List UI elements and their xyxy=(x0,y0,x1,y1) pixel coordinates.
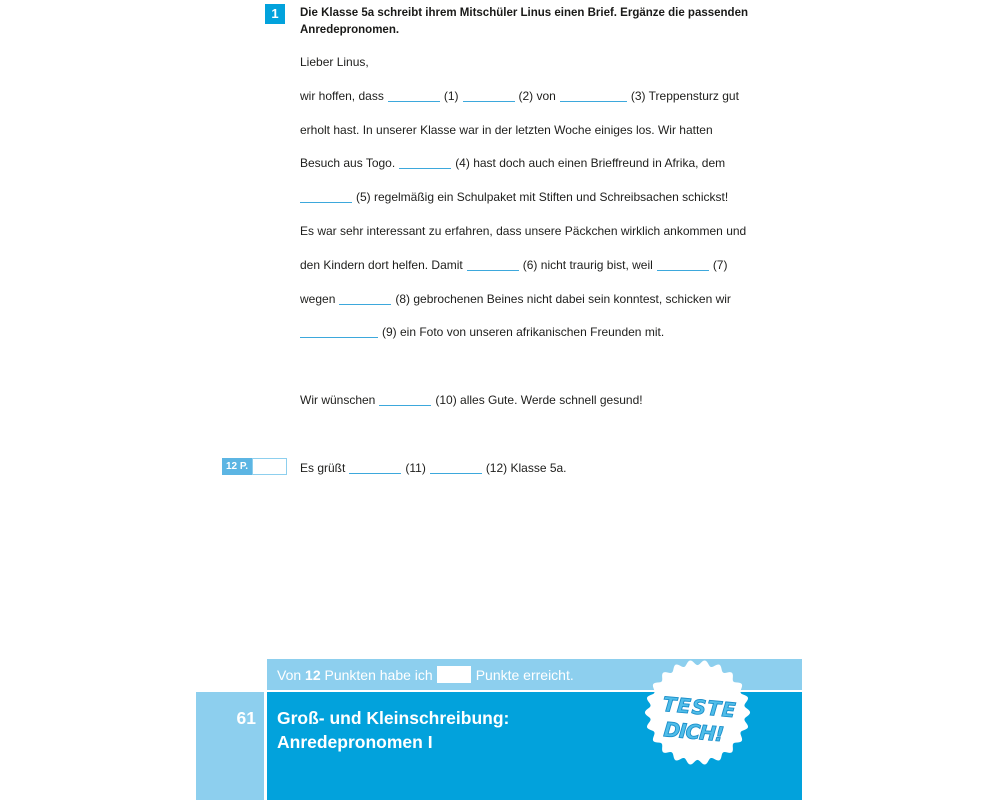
letter-text: (8) gebrochenen Beines nicht dabei sein konntest, schicken wir xyxy=(395,291,731,306)
score-field xyxy=(252,458,287,475)
blank-2 xyxy=(463,91,515,102)
letter-line-5 xyxy=(300,215,746,249)
blank-4 xyxy=(399,158,451,169)
empty-line xyxy=(300,418,746,452)
letter-text: wir hoffen, dass xyxy=(300,88,384,103)
instruction-line: Anredepronomen. xyxy=(300,24,400,36)
blank-8 xyxy=(339,294,391,305)
letter-text: (10) alles Gute. Werde schnell gesund! xyxy=(435,392,643,407)
chapter-title-line: Groß- und Kleinschreibung: xyxy=(277,708,510,728)
score-box xyxy=(222,458,287,475)
exercise-instruction xyxy=(300,5,748,39)
salutation-text: Lieber Linus, xyxy=(300,55,369,69)
letter-text: erholt hast. In unserer Klasse war in der letzten Woche einiges los. Wir hatten xyxy=(300,122,713,137)
points-middle: Punkten habe ich xyxy=(324,666,433,683)
letter-line-7 xyxy=(300,283,746,317)
blank-12 xyxy=(430,463,482,474)
page-number: 61 xyxy=(236,708,256,728)
letter-text: (2) von xyxy=(518,88,556,103)
blank-6 xyxy=(467,260,519,271)
letter-text: wegen xyxy=(300,291,336,306)
max-points: 12 xyxy=(305,666,321,683)
letter-text: (9) ein Foto von unseren afrikanischen Freunden mit. xyxy=(382,325,665,340)
blank-10 xyxy=(379,395,431,406)
letter-text: Besuch aus Togo. xyxy=(300,156,396,171)
letter-text: Es war sehr interessant zu erfahren, dass unsere Päckchen wirklich ankommen und xyxy=(300,223,747,238)
blank-7 xyxy=(657,260,709,271)
blank-11 xyxy=(349,463,401,474)
letter-line-2 xyxy=(300,114,746,148)
badge-text-teste: TESTE xyxy=(661,691,738,723)
points-summary-text xyxy=(277,667,433,683)
blank-1 xyxy=(388,91,440,102)
letter-line-3 xyxy=(300,147,746,181)
letter-signoff xyxy=(300,452,746,486)
letter-line-8 xyxy=(300,316,746,350)
blank-5 xyxy=(300,192,352,203)
points-field xyxy=(437,666,471,683)
empty-line xyxy=(300,350,746,384)
letter-text: den Kindern dort helfen. Damit xyxy=(300,257,463,272)
chapter-title-line: Anredepronomen I xyxy=(277,732,433,752)
instruction-line: Die Klasse 5a schreibt ihrem Mitschüler Linus einen Brief. Ergänze die passenden xyxy=(300,7,749,19)
letter-body xyxy=(300,46,746,485)
score-label: 12 P. xyxy=(222,458,252,475)
teste-dich-badge xyxy=(640,655,755,770)
letter-text: (12) Klasse 5a. xyxy=(485,460,567,475)
points-suffix: Punkte erreicht. xyxy=(475,666,574,683)
letter-closing xyxy=(300,384,746,418)
letter-salutation xyxy=(300,46,746,80)
letter-text: (3) Treppensturz gut xyxy=(630,88,739,103)
letter-line-4 xyxy=(300,181,746,215)
blank-number: (11) xyxy=(405,460,426,475)
points-prefix: Von xyxy=(277,666,302,683)
letter-text: Wir wünschen xyxy=(300,392,376,407)
letter-text: (4) hast doch auch einen Brieffreund in Afrika, dem xyxy=(455,156,726,171)
letter-line-6 xyxy=(300,249,746,283)
exercise-number-badge: 1 xyxy=(265,4,285,24)
blank-number: (1) xyxy=(443,88,459,103)
blank-number: (7) xyxy=(712,257,728,272)
page-number-panel xyxy=(196,692,264,800)
letter-text: (6) nicht traurig bist, weil xyxy=(522,257,653,272)
blank-9 xyxy=(300,327,378,338)
letter-text: (5) regelmäßig ein Schulpaket mit Stiften und Schreibsachen schickst! xyxy=(356,190,729,205)
badge-text-dich: DICH! xyxy=(662,717,725,747)
blank-3 xyxy=(560,91,627,102)
letter-line-1 xyxy=(300,80,746,114)
letter-text: Es grüßt xyxy=(300,460,346,475)
